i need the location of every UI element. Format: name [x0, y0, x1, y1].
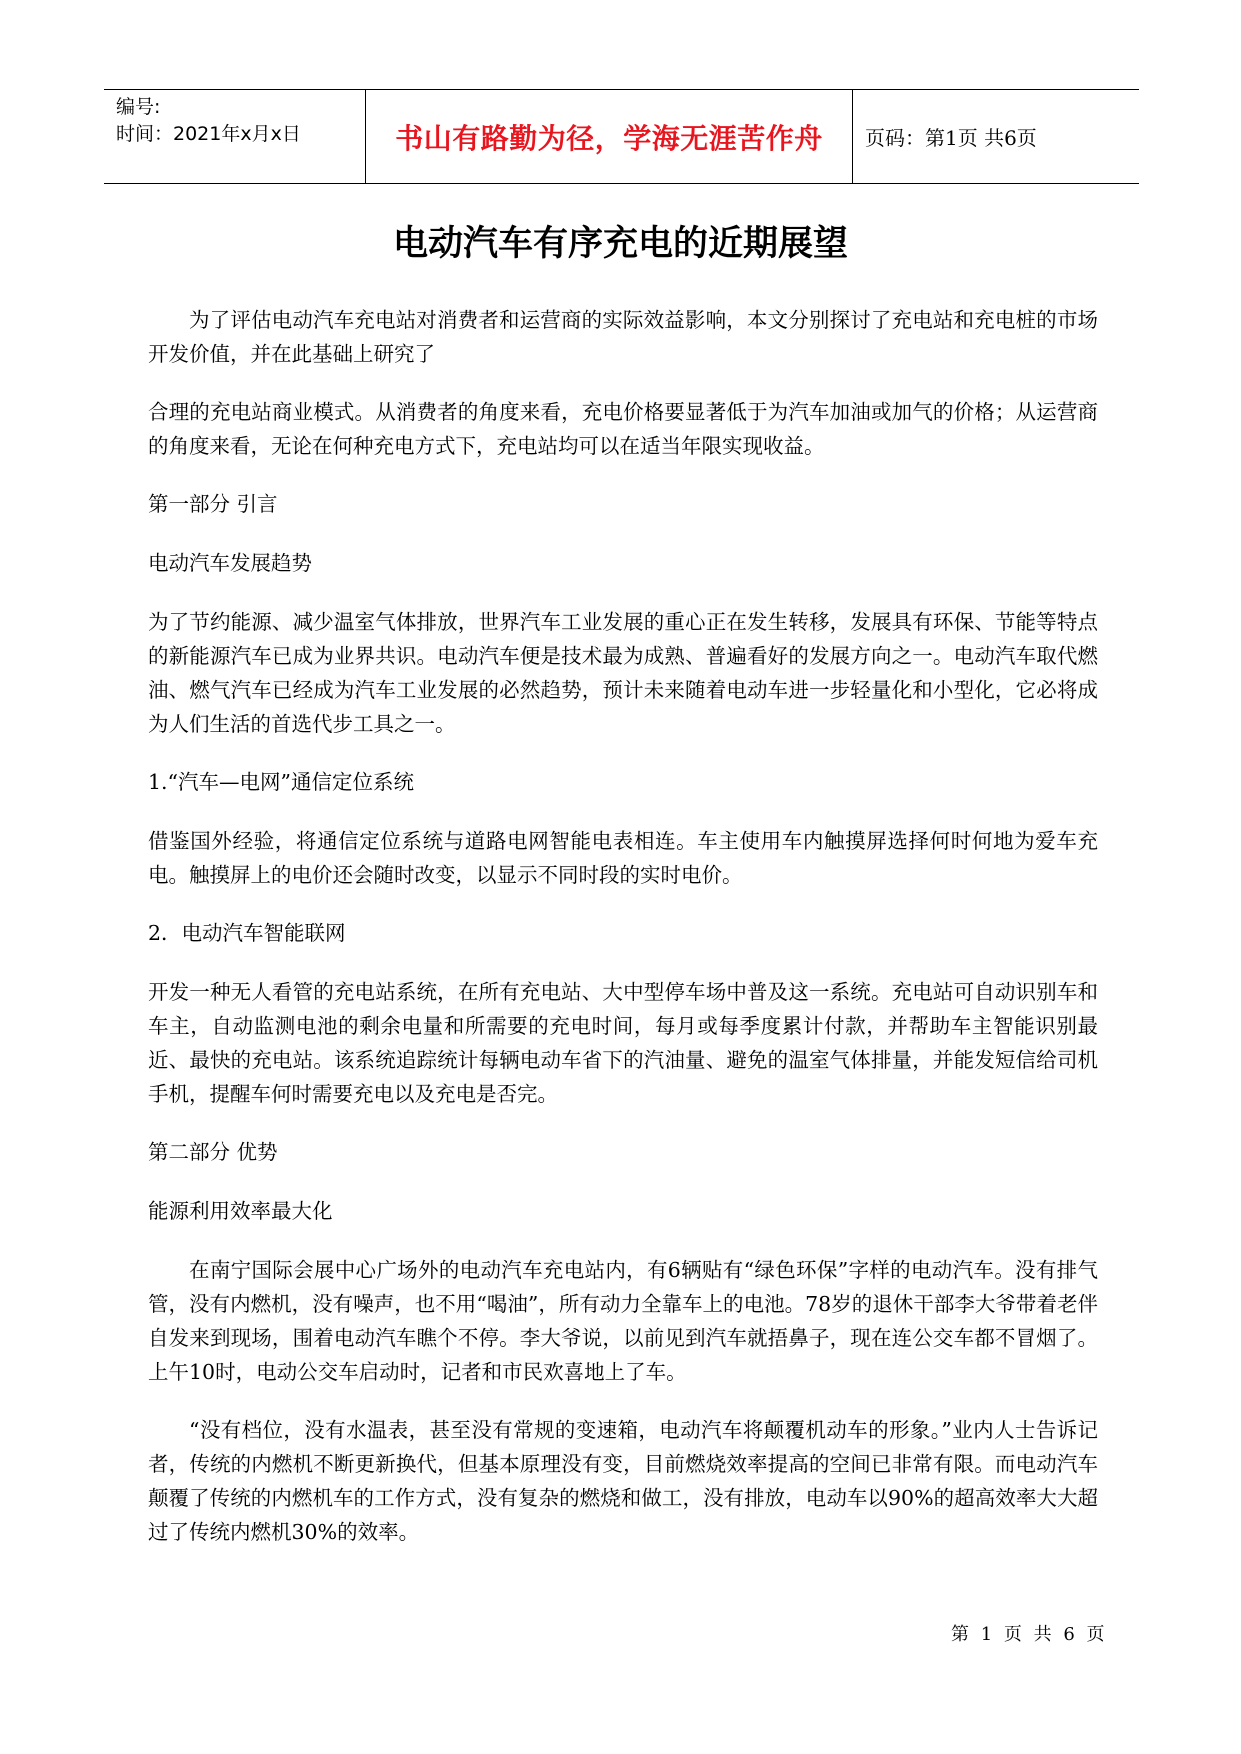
document-body	[148, 303, 1098, 1573]
page-info-cell	[853, 90, 1139, 183]
subsection-heading: 2．电动汽车智能联网	[148, 921, 346, 945]
paragraph: 为了评估电动汽车充电站对消费者和运营商的实际效益影响，本文分别探讨了充电站和充电桩的市场开发价值，并在此基础上研究了	[148, 308, 1098, 366]
paragraph: 为了节约能源、减少温室气体排放，世界汽车工业发展的重心正在发生转移，发展具有环保、节能等特点的新能源汽车已成为业界共识。电动汽车便是技术最为成熟、普遍看好的发展方向之一。电动汽车取代燃油、燃气汽车已经成为汽车工业发展的必然趋势，预计未来随着电动车进一步轻量化和小型化，它必将成为人们生活的首选代步工具之一。	[148, 610, 1098, 736]
header-table	[104, 89, 1139, 184]
motto-cell	[366, 90, 853, 183]
page-footer: 第 1 页 共 6 页	[951, 1624, 1108, 1645]
subsection-heading: 电动汽车发展趋势	[148, 551, 312, 575]
page-info-text: 页码：第1页 共6页	[865, 126, 1037, 150]
section-heading: 第二部分 优势	[148, 1140, 278, 1164]
paragraph: 借鉴国外经验，将通信定位系统与道路电网智能电表相连。车主使用车内触摸屏选择何时何地为爱车充电。触摸屏上的电价还会随时改变，以显示不同时段的实时电价。	[148, 829, 1098, 887]
section-heading: 第一部分 引言	[148, 492, 278, 516]
document-title: 电动汽车有序充电的近期展望	[392, 224, 848, 264]
paragraph: 在南宁国际会展中心广场外的电动汽车充电站内，有6辆贴有“绿色环保”字样的电动汽车。没有排气管，没有内燃机，没有噪声，也不用“喝油”，所有动力全靠车上的电池。78岁的退休干部李大爷带着老伴自发来到现场，围着电动汽车瞧个不停。李大爷说，以前见到汽车就捂鼻子，现在连公交车都不冒烟了。上午10时，电动公交车启动时，记者和市民欢喜地上了车。	[148, 1258, 1098, 1384]
paragraph: 开发一种无人看管的充电站系统，在所有充电站、大中型停车场中普及这一系统。充电站可自动识别车和车主，自动监测电池的剩余电量和所需要的充电时间，每月或每季度累计付款，并帮助车主智能识别最近、最快的充电站。该系统追踪统计每辆电动车省下的汽油量、避免的温室气体排量，并能发短信给司机手机，提醒车何时需要充电以及充电是否完。	[148, 980, 1098, 1106]
paragraph: “没有档位，没有水温表，甚至没有常规的变速箱，电动汽车将颠覆机动车的形象。”业内人士告诉记者，传统的内燃机不断更新换代，但基本原理没有变，目前燃烧效率提高的空间已非常有限。而电动汽车颠覆了传统的内燃机车的工作方式，没有复杂的燃烧和做工，没有排放，电动车以90%的超高效率大大超过了传统内燃机30%的效率。	[148, 1418, 1098, 1544]
subsection-heading: 1.“汽车—电网”通信定位系统	[148, 770, 415, 794]
motto-text: 书山有路勤为径，学海无涯苦作舟	[395, 121, 823, 155]
paragraph: 合理的充电站商业模式。从消费者的角度来看，充电价格要显著低于为汽车加油或加气的价格；从运营商的角度来看，无论在何种充电方式下，充电站均可以在适当年限实现收益。	[148, 400, 1098, 458]
subsection-heading: 能源利用效率最大化	[148, 1199, 333, 1223]
header-meta-cell	[104, 90, 366, 183]
number-label: 编号:	[116, 96, 161, 118]
time-label: 时间：2021年x月x日	[116, 123, 301, 145]
